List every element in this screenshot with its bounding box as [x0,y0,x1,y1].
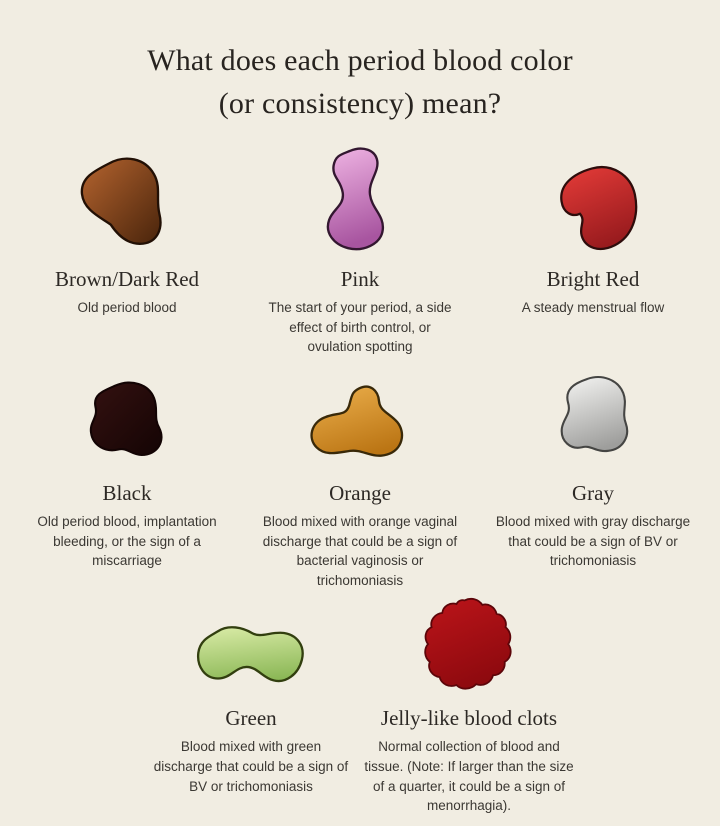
card-pink [244,143,477,357]
row-3 [0,604,720,815]
label-brown-dark-red: Brown/Dark Red [54,267,200,292]
page-title-line1: What does each period blood color [147,44,573,77]
row-2 [0,373,720,590]
card-green [142,604,360,796]
description-orange: Blood mixed with orange vaginal discharge that could be a sign of bacterial vaginosis or trichomoniasis [262,514,458,588]
page-title [0,40,720,125]
label-orange: Orange [329,480,391,505]
card-brown-dark-red [11,143,244,318]
card-jelly-clots [360,604,578,815]
brown-blob-container [73,143,181,255]
label-pink: Pink [340,267,380,292]
bright-red-blob-icon [545,163,641,255]
gray-blob-container [547,373,639,469]
row-1 [0,143,720,357]
label-gray: Gray [572,480,614,505]
page-title-line2: (or consistency) mean? [218,86,502,120]
label-green: Green [225,706,277,731]
bright-red-blob-container [545,143,641,255]
orange-blob-icon [301,383,419,469]
description-bright-red: A steady menstrual flow [521,300,665,316]
green-blob-container [193,604,309,694]
jelly-clot-blob-container [420,604,518,694]
description-green: Blood mixed with green discharge that could be a sign of BV or trichomoniasis [153,739,349,794]
pink-blob-icon [310,145,410,255]
description-pink: The start of your period, a side effect of birth control, or ovulation spotting [268,300,452,355]
card-gray [477,373,710,571]
pink-blob-container [310,143,410,255]
black-blob-icon [76,377,178,469]
brown-blob-icon [73,153,181,255]
label-black: Black [102,480,152,505]
gray-blob-icon [547,373,639,469]
description-brown-dark-red: Old period blood [77,300,177,316]
description-gray: Blood mixed with gray discharge that could be a sign of BV or trichomoniasis [495,514,691,569]
description-jelly-clots: Normal collection of blood and tissue. (Note: If larger than the size of a quarter, it could be a sign of menorrhagia). [364,739,574,814]
green-blob-icon [193,622,309,694]
black-blob-container [76,373,178,469]
label-bright-red: Bright Red [546,267,640,292]
label-jelly-clots: Jelly-like blood clots [380,706,558,731]
description-black: Old period blood, implantation bleeding, or the sign of a miscarriage [37,514,217,569]
orange-blob-container [301,373,419,469]
card-bright-red [477,143,710,318]
card-black [11,373,244,571]
jelly-clot-blob-icon [420,596,518,694]
card-orange [244,373,477,590]
